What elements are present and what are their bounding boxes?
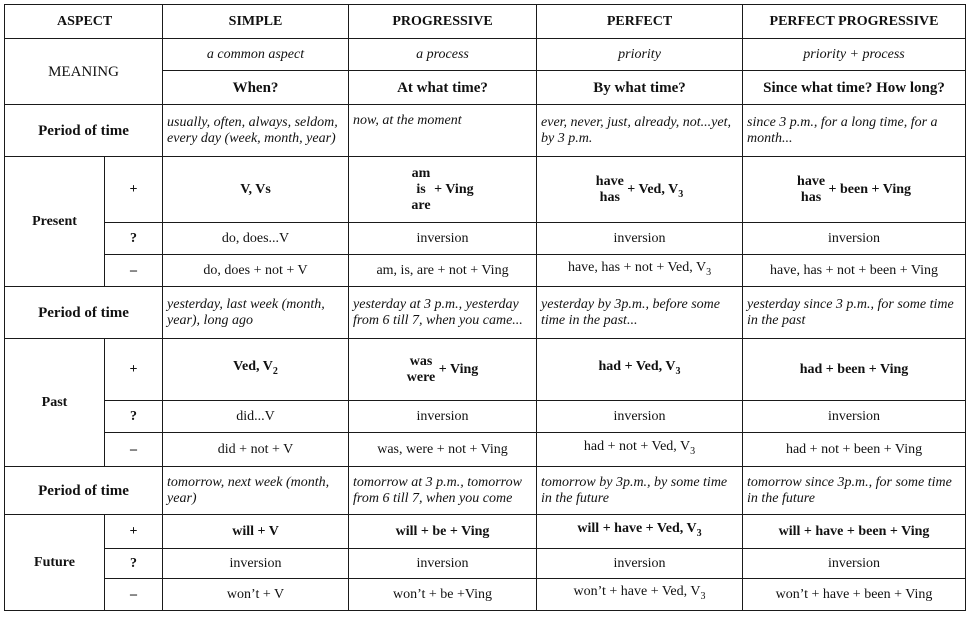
future-progressive-question: inversion [349,549,537,579]
future-perfect-progressive-negative: won’t + have + been + Ving [743,579,966,611]
past-progressive-positive: was were + Ving [349,339,537,401]
future-positive-row [5,515,966,549]
present-progressive-positive: am is are + Ving [349,157,537,223]
future-perfect-negative: won’t + have + Ved, $V_3$ [537,579,743,611]
present-positive-row [5,157,966,223]
past-question-row [5,401,966,433]
english-tenses-table [4,4,966,611]
question-simple: When? [163,71,349,105]
past-period-simple: yesterday, last week (month, year), long ago [163,287,349,339]
past-perfect-progressive-negative: had + not + been + Ving [743,433,966,467]
future-period-label: Period of time [5,467,163,515]
present-period-progressive: now, at the moment [349,105,537,157]
future-tense-label: Future [5,515,105,611]
past-period-progressive: yesterday at 3 p.m., yesterday from 6 till 7, when you came... [349,287,537,339]
present-minus-sign: – [105,255,163,287]
question-perfect-progressive: Since what time? How long? [743,71,966,105]
past-perfect-progressive-question: inversion [743,401,966,433]
present-negative-row [5,255,966,287]
past-simple-negative: did + not + V [163,433,349,467]
meaning-row [5,39,966,71]
future-negative-row [5,579,966,611]
past-perfect-negative: had + not + Ved, $V_3$ [537,433,743,467]
meaning-progressive: a process [349,39,537,71]
present-period-simple: usually, often, always, seldom, every day (week, month, year) [163,105,349,157]
present-period-label: Period of time [5,105,163,157]
future-perfect-positive: will + have + Ved, $V_3$ [537,515,743,549]
future-question-sign: ? [105,549,163,579]
present-period-perfect: ever, never, just, already, not...yet, by 3 p.m. [537,105,743,157]
past-minus-sign: – [105,433,163,467]
meaning-perfect-progressive: priority + process [743,39,966,71]
present-simple-positive: V, Vs [163,157,349,223]
present-period-row [5,105,966,157]
present-perfect-negative: have, has + not + Ved, $V_3$ [537,255,743,287]
question-progressive: At what time? [349,71,537,105]
header-simple: SIMPLE [163,5,349,39]
past-perfect-question: inversion [537,401,743,433]
past-question-sign: ? [105,401,163,433]
past-period-label: Period of time [5,287,163,339]
present-perfect-progressive-question: inversion [743,223,966,255]
present-perfect-progressive-negative: have, has + not + been + Ving [743,255,966,287]
past-perfect-positive: had + Ved, $V_3$ [537,339,743,401]
past-period-perfect-progressive: yesterday since 3 p.m., for some time in the past [743,287,966,339]
future-perfect-question: inversion [537,549,743,579]
header-perfect: PERFECT [537,5,743,39]
future-progressive-positive: will + be + Ving [349,515,537,549]
past-simple-question: did...V [163,401,349,433]
past-simple-positive: Ved, $V_2$ [163,339,349,401]
future-simple-negative: won’t + V [163,579,349,611]
past-period-perfect: yesterday by 3p.m., before some time in the past... [537,287,743,339]
future-plus-sign: + [105,515,163,549]
header-progressive: PROGRESSIVE [349,5,537,39]
present-question-sign: ? [105,223,163,255]
past-period-row [5,287,966,339]
present-perfect-positive: have has + Ved, $V_3$ [537,157,743,223]
present-tense-label: Present [5,157,105,287]
meaning-simple: a common aspect [163,39,349,71]
past-positive-row [5,339,966,401]
future-perfect-progressive-question: inversion [743,549,966,579]
future-period-row [5,467,966,515]
future-period-simple: tomorrow, next week (month, year) [163,467,349,515]
future-period-perfect: tomorrow by 3p.m., by some time in the future [537,467,743,515]
header-perfect-progressive: PERFECT PROGRESSIVE [743,5,966,39]
present-simple-question: do, does...V [163,223,349,255]
past-negative-row [5,433,966,467]
present-question-row [5,223,966,255]
future-progressive-negative: won’t + be +Ving [349,579,537,611]
future-simple-positive: will + V [163,515,349,549]
question-perfect: By what time? [537,71,743,105]
past-tense-label: Past [5,339,105,467]
present-perfect-progressive-positive: have has + been + Ving [743,157,966,223]
past-progressive-negative: was, were + not + Ving [349,433,537,467]
present-progressive-question: inversion [349,223,537,255]
present-perfect-question: inversion [537,223,743,255]
header-aspect: ASPECT [5,5,163,39]
future-period-perfect-progressive: tomorrow since 3p.m., for some time in the future [743,467,966,515]
future-minus-sign: – [105,579,163,611]
present-simple-negative: do, does + not + V [163,255,349,287]
meaning-label: MEANING [5,39,163,105]
meaning-perfect: priority [537,39,743,71]
past-plus-sign: + [105,339,163,401]
present-plus-sign: + [105,157,163,223]
past-progressive-question: inversion [349,401,537,433]
future-question-row [5,549,966,579]
past-perfect-progressive-positive: had + been + Ving [743,339,966,401]
future-perfect-progressive-positive: will + have + been + Ving [743,515,966,549]
present-period-perfect-progressive: since 3 p.m., for a long time, for a month... [743,105,966,157]
header-row [5,5,966,39]
present-progressive-negative: am, is, are + not + Ving [349,255,537,287]
future-simple-question: inversion [163,549,349,579]
future-period-progressive: tomorrow at 3 p.m., tomorrow from 6 till 7, when you come [349,467,537,515]
